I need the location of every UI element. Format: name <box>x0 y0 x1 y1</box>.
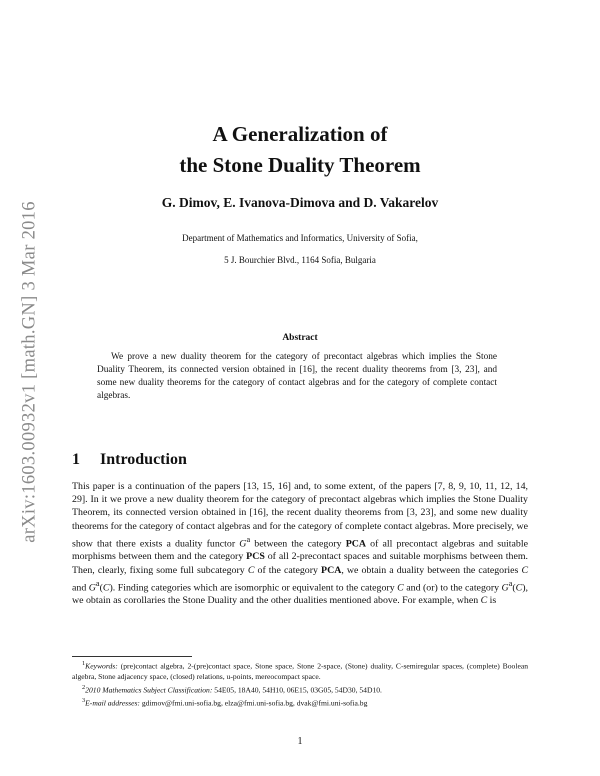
category-c-3: C <box>102 582 110 594</box>
functor-symbol-3: G <box>501 582 509 594</box>
section-number: 1 <box>72 451 80 468</box>
footnote-mark-1: 1 <box>82 660 86 667</box>
footnote-text-3: gdimov@fmi.uni-sofia.bg, elza@fmi.uni-sofia.bg, dvak@fmi.uni-sofia.bg <box>141 698 368 708</box>
footnote-msc <box>72 683 528 696</box>
affiliation-address: 5 J. Bourchier Blvd., 1164 Sofia, Bulgaria <box>224 255 376 265</box>
footnote-mark-3: 3 <box>82 696 86 704</box>
intro-text-2: between the category <box>254 538 342 550</box>
abstract-body: We prove a new duality theorem for the category of precontact algebras which implies the Stone Duality Theorem, its connected version obtained in [16], the recent duality theorems from [3, 23], and some new duality theorems for the category of contact algebras and for the category of complete contact algebras. <box>97 352 497 401</box>
affiliation-department: Department of Mathematics and Informatics, University of Sofia, <box>182 233 418 243</box>
functor-symbol: G <box>239 538 247 550</box>
abstract-heading: Abstract <box>282 333 318 343</box>
paper-title <box>0 119 600 181</box>
category-c-6: C <box>480 595 488 607</box>
footnote-label-1: Keywords: <box>85 661 118 671</box>
category-pca: PCA <box>345 538 366 550</box>
footnote-text-1: (pre)contact algebra, 2-(pre)contact space, Stone space, Stone 2-space, (Stone) duality, C-semiregular spaces, (complete) Boolean algebra, Stone adjacency space, (closed) relations, u-points, mereocompact space. <box>72 661 528 682</box>
intro-text-8: and (or) to the category <box>406 582 500 594</box>
footnote-mark-2: 2 <box>82 683 86 691</box>
intro-text-6: , we obtain a duality between the categories <box>341 564 519 576</box>
title-line-2: the Stone Duality Theorem <box>179 153 421 177</box>
intro-text-4: of all 2-precontact spaces and suitable morphisms between them. Then, clearly, fixing some full subcategory <box>72 551 528 576</box>
functor-superscript: a <box>246 534 251 544</box>
footnote-keywords <box>72 659 528 683</box>
category-c-5: C <box>515 582 523 594</box>
intro-text-10: is <box>489 595 497 607</box>
page-number: 1 <box>297 736 303 747</box>
footnote-text-2: 54E05, 18A40, 54H10, 06E15, 03G05, 54D30, 54D10. <box>214 685 382 695</box>
footnotes <box>72 659 528 709</box>
footnote-rule <box>72 656 192 657</box>
intro-text-1: This paper is a continuation of the papers [13, 15, 16] and, to some extent, of the papers [7, 8, 9, 10, 11, 12, 14, 29]. In it we prove a new duality theorem for the category of precontact algebras which implies the Stone Duality Theorem, its connected version obtained in [16], the recent duality theorems from [3, 23], and some new duality theorems for the category of contact algebras and for the category of complete contact algebras. More precisely, we show that there exists a duality functor <box>72 481 528 550</box>
section-title: Introduction <box>100 451 187 468</box>
intro-text-9: , we obtain as corollaries the Stone Duality and the other dualities mentioned above. For example, when <box>72 582 529 607</box>
author-list: G. Dimov, E. Ivanova-Dimova and D. Vakarelov <box>161 195 439 210</box>
intro-text-3: of all precontact algebras and suitable morphisms between them and the category <box>72 538 528 563</box>
footnote-label-2: 2010 Mathematics Subject Classification: <box>85 685 213 695</box>
functor-symbol-2: G <box>88 582 96 594</box>
title-line-1: A Generalization of <box>212 122 388 146</box>
intro-text-7: Finding categories which are isomorphic or equivalent to the category <box>117 582 395 594</box>
category-c: C <box>247 564 255 576</box>
category-c-4: C <box>397 582 404 594</box>
functor-superscript-3: a <box>508 578 513 588</box>
functor-superscript-2: a <box>95 578 100 588</box>
category-pcs: PCS <box>246 551 265 563</box>
introduction-paragraph: This paper is a continuation of the papers [13, 15, 16] and, to some extent, of the papers [7, 8, 9, 10, 11, 12, 14, 29]. In it we prove a new duality theorem for the category of precontact algebras which implies the Stone Duality Theorem, its connected version obtained in [16], the recent duality theorems from [3, 23], and some new duality theorems for the category of contact algebras and for the category of complete contact algebras. More precisely, we show that there exists a duality functor $G^a$ between the category PCA of all precontact algebras and suitable morphisms between them and the category PCS of all 2-precontact spaces and suitable morphisms between them. Then, clearly, fixing some full subcategory C of the category PCA, we obtain a duality between the categories C and $G^a(C)$. Finding categories which are isomorphic or equivalent to the category C and (or) to the category $G^a(C)$, we obtain as corollaries the Stone Duality and the other dualities mentioned above. For example, when C is <box>72 481 529 607</box>
intro-and: and <box>72 582 87 594</box>
intro-text-5: of the category <box>257 564 318 576</box>
category-c-2: C <box>521 564 529 576</box>
category-pca-2: PCA <box>321 564 342 576</box>
arxiv-identifier: arXiv:1603.00932v1 [math.GN] 3 Mar 2016 <box>19 201 40 543</box>
section-heading <box>72 451 187 469</box>
footnote-emails <box>72 696 528 709</box>
footnote-label-3: E-mail addresses: <box>85 698 140 708</box>
